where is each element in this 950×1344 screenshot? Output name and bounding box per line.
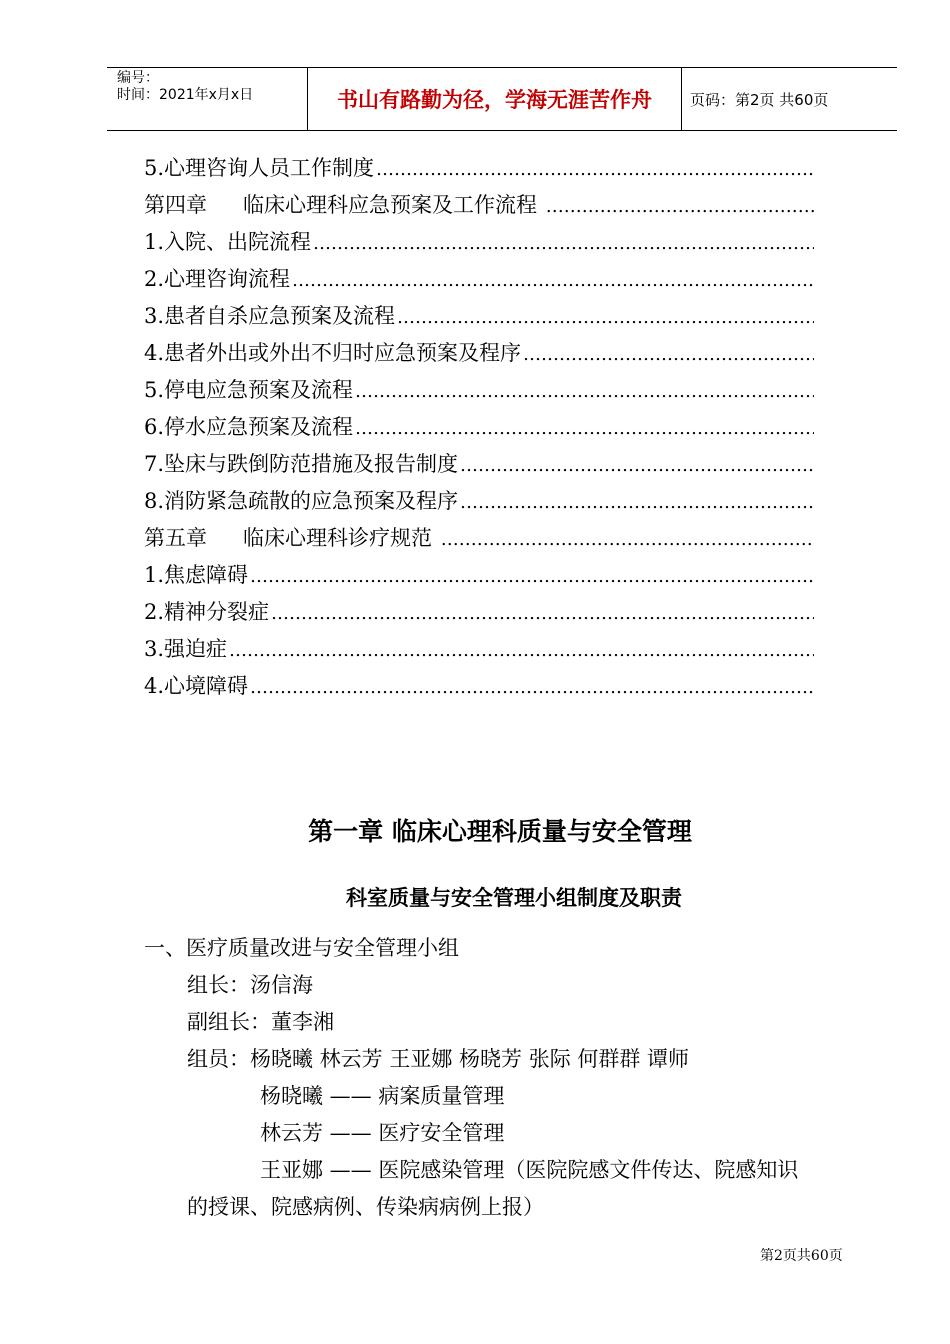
toc-item: 4.心境障碍 …………………………………………………………………………………………………………………… — [144, 668, 814, 705]
duty-line: 林云芳 —— 医疗安全管理 — [260, 1121, 505, 1145]
toc-item: 6.停水应急预案及流程 …………………………………………………………………………………………………………………… — [144, 409, 814, 446]
toc-item: 5.心理咨询人员工作制度 …………………………………………………………………………………………………………………… — [144, 150, 814, 187]
toc-item: 8.消防紧急疏散的应急预案及程序 …………………………………………………………………………………………………………………… — [144, 483, 814, 520]
number-label: 编号： — [117, 70, 159, 86]
members-line: 组员：杨晓曦 林云芳 王亚娜 杨晓芳 张际 何群群 谭师 — [187, 1047, 690, 1071]
toc-item: 3.强迫症 …………………………………………………………………………………………………………………… — [144, 631, 814, 668]
section-title: 科室质量与安全管理小组制度及职责 — [346, 886, 682, 910]
toc-item: 1.焦虑障碍 …………………………………………………………………………………………………………………… — [144, 557, 814, 594]
toc-item: 7.坠床与跌倒防范措施及报告制度 …………………………………………………………………………………………………………………… — [144, 446, 814, 483]
toc-item: 2.精神分裂症 …………………………………………………………………………………………………………………… — [144, 594, 814, 631]
chapter-title: 第一章 临床心理科质量与安全管理 — [308, 817, 692, 846]
time-label: 时间：2021年x月x日 — [117, 87, 254, 103]
toc-item: 2.心理咨询流程 …………………………………………………………………………………………………………………… — [144, 261, 814, 298]
duty-line-continued: 的授课、院感病例、传染病病例上报） — [187, 1195, 544, 1219]
header-motto: 书山有路勤为径，学海无涯苦作舟 — [307, 68, 682, 130]
vice-leader-line: 副组长：董李湘 — [187, 1010, 334, 1034]
header-page-info: 页码：第2页 共60页 — [690, 90, 829, 109]
toc-chapter: 第五章 临床心理科诊疗规范 …………………………………………………………………………………………………………………… — [144, 520, 814, 557]
toc-item: 4.患者外出或外出不归时应急预案及程序 …………………………………………………………………………………………………………………… — [144, 335, 814, 372]
duty-line: 王亚娜 —— 医院感染管理（医院院感文件传达、院感知识 — [260, 1158, 799, 1182]
page-footer: 第2页共60页 — [760, 1248, 843, 1264]
toc-item: 5.停电应急预案及流程 …………………………………………………………………………………………………………………… — [144, 372, 814, 409]
table-of-contents — [144, 150, 814, 705]
toc-item: 1.入院、出院流程 …………………………………………………………………………………………………………………… — [144, 224, 814, 261]
page-header — [107, 67, 897, 131]
leader-line: 组长：汤信海 — [187, 973, 313, 997]
item-heading: 一、医疗质量改进与安全管理小组 — [144, 936, 459, 960]
toc-item: 3.患者自杀应急预案及流程 …………………………………………………………………………………………………………………… — [144, 298, 814, 335]
header-meta — [107, 68, 307, 130]
duty-line: 杨晓曦 —— 病案质量管理 — [260, 1084, 505, 1108]
toc-chapter: 第四章 临床心理科应急预案及工作流程 …………………………………………………………………………………………………………………… — [144, 187, 814, 224]
